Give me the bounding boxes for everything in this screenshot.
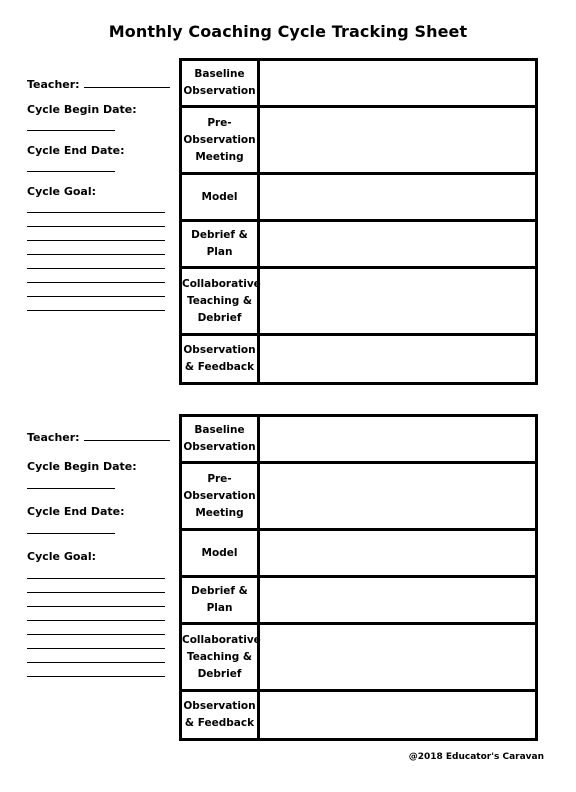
table-row xyxy=(181,624,537,691)
goal-line[interactable] xyxy=(27,254,165,255)
table-row xyxy=(181,221,537,268)
stage-label-line: Collaborative xyxy=(182,633,261,646)
table-row xyxy=(181,691,537,740)
stage-label-line: Debrief xyxy=(197,667,242,680)
table-row xyxy=(181,60,537,107)
stage-label-line: Observation xyxy=(183,133,256,146)
copyright-footer: @2018 Educator's Caravan xyxy=(408,752,544,762)
stage-label-line: Teaching & xyxy=(186,650,253,663)
stage-label-debrief-plan xyxy=(181,221,259,268)
stage-label-line: Baseline xyxy=(194,68,245,80)
goal-line[interactable] xyxy=(27,620,165,621)
stage-label-line: Collaborative xyxy=(182,277,261,290)
cycle-begin-label: Cycle Begin Date: xyxy=(27,460,137,473)
teacher-line[interactable] xyxy=(84,77,170,88)
goal-line[interactable] xyxy=(27,634,165,635)
goal-line[interactable] xyxy=(27,296,165,297)
notes-cell-pre-observation-meeting[interactable] xyxy=(259,463,537,530)
stage-label-baseline-observation xyxy=(181,60,259,107)
teacher-field[interactable] xyxy=(27,430,170,444)
notes-cell-debrief-plan[interactable] xyxy=(259,577,537,624)
stage-label-model xyxy=(181,174,259,221)
table-row xyxy=(181,463,537,530)
stage-label-observation-feedback xyxy=(181,691,259,740)
tracking-table xyxy=(179,414,538,741)
goal-line[interactable] xyxy=(27,240,165,241)
stage-label-observation-feedback xyxy=(181,335,259,384)
stage-label-line: Observation xyxy=(183,700,256,712)
stage-label-line: Model xyxy=(201,546,238,559)
goal-line[interactable] xyxy=(27,662,165,663)
stage-label-collaborative-teaching xyxy=(181,268,259,335)
cycle-goal-label: Cycle Goal: xyxy=(27,185,97,198)
notes-cell-observation-feedback[interactable] xyxy=(259,335,537,384)
stage-label-baseline-observation xyxy=(181,416,259,463)
stage-label-line: Plan xyxy=(206,246,233,258)
stage-label-line: Observation xyxy=(183,85,256,97)
notes-cell-baseline-observation[interactable] xyxy=(259,60,537,107)
page-title: Monthly Coaching Cycle Tracking Sheet xyxy=(108,22,468,41)
goal-line[interactable] xyxy=(27,592,165,593)
stage-label-pre-observation-meeting xyxy=(181,107,259,174)
stage-label-line: Observation xyxy=(183,344,256,356)
cycle-end-line[interactable] xyxy=(27,171,115,172)
stage-label-line: Plan xyxy=(206,602,233,614)
table-row xyxy=(181,577,537,624)
stage-label-line: Model xyxy=(201,190,238,203)
stage-label-pre-observation-meeting xyxy=(181,463,259,530)
cycle-end-line[interactable] xyxy=(27,533,115,534)
stage-label-model xyxy=(181,530,259,577)
teacher-label: Teacher: xyxy=(27,78,80,91)
stage-label-line: Pre- xyxy=(207,116,232,129)
cycle-begin-line[interactable] xyxy=(27,130,115,131)
notes-cell-model[interactable] xyxy=(259,174,537,221)
table-row xyxy=(181,335,537,384)
table-row xyxy=(181,107,537,174)
notes-cell-model[interactable] xyxy=(259,530,537,577)
stage-label-line: Debrief & xyxy=(191,229,248,241)
stage-label-line: Observation xyxy=(183,489,256,502)
goal-line[interactable] xyxy=(27,212,165,213)
goal-line[interactable] xyxy=(27,578,165,579)
notes-cell-observation-feedback[interactable] xyxy=(259,691,537,740)
notes-cell-debrief-plan[interactable] xyxy=(259,221,537,268)
table-row xyxy=(181,416,537,463)
cycle-begin-line[interactable] xyxy=(27,488,115,489)
stage-label-collaborative-teaching xyxy=(181,624,259,691)
stage-label-line: & Feedback xyxy=(184,717,255,729)
stage-label-line: Pre- xyxy=(207,472,232,485)
cycle-end-label: Cycle End Date: xyxy=(27,144,125,157)
goal-line[interactable] xyxy=(27,226,165,227)
goal-line[interactable] xyxy=(27,268,165,269)
notes-cell-collaborative-teaching[interactable] xyxy=(259,268,537,335)
goal-line[interactable] xyxy=(27,648,165,649)
cycle-begin-label: Cycle Begin Date: xyxy=(27,103,137,116)
stage-label-line: & Feedback xyxy=(184,361,255,373)
cycle-goal-label: Cycle Goal: xyxy=(27,550,97,563)
notes-cell-pre-observation-meeting[interactable] xyxy=(259,107,537,174)
stage-label-line: Meeting xyxy=(195,150,244,163)
teacher-label: Teacher: xyxy=(27,431,80,444)
goal-line[interactable] xyxy=(27,310,165,311)
goal-line[interactable] xyxy=(27,606,165,607)
teacher-field[interactable] xyxy=(27,77,170,91)
goal-line[interactable] xyxy=(27,676,165,677)
cycle-end-label: Cycle End Date: xyxy=(27,505,125,518)
tracking-table xyxy=(179,58,538,385)
stage-label-debrief-plan xyxy=(181,577,259,624)
goal-line[interactable] xyxy=(27,282,165,283)
table-row xyxy=(181,530,537,577)
table-row xyxy=(181,268,537,335)
stage-label-line: Meeting xyxy=(195,506,244,519)
table-row xyxy=(181,174,537,221)
stage-label-line: Debrief xyxy=(197,311,242,324)
notes-cell-baseline-observation[interactable] xyxy=(259,416,537,463)
stage-label-line: Debrief & xyxy=(191,585,248,597)
teacher-line[interactable] xyxy=(84,430,170,441)
stage-label-line: Observation xyxy=(183,441,256,453)
notes-cell-collaborative-teaching[interactable] xyxy=(259,624,537,691)
stage-label-line: Baseline xyxy=(194,424,245,436)
stage-label-line: Teaching & xyxy=(186,294,253,307)
